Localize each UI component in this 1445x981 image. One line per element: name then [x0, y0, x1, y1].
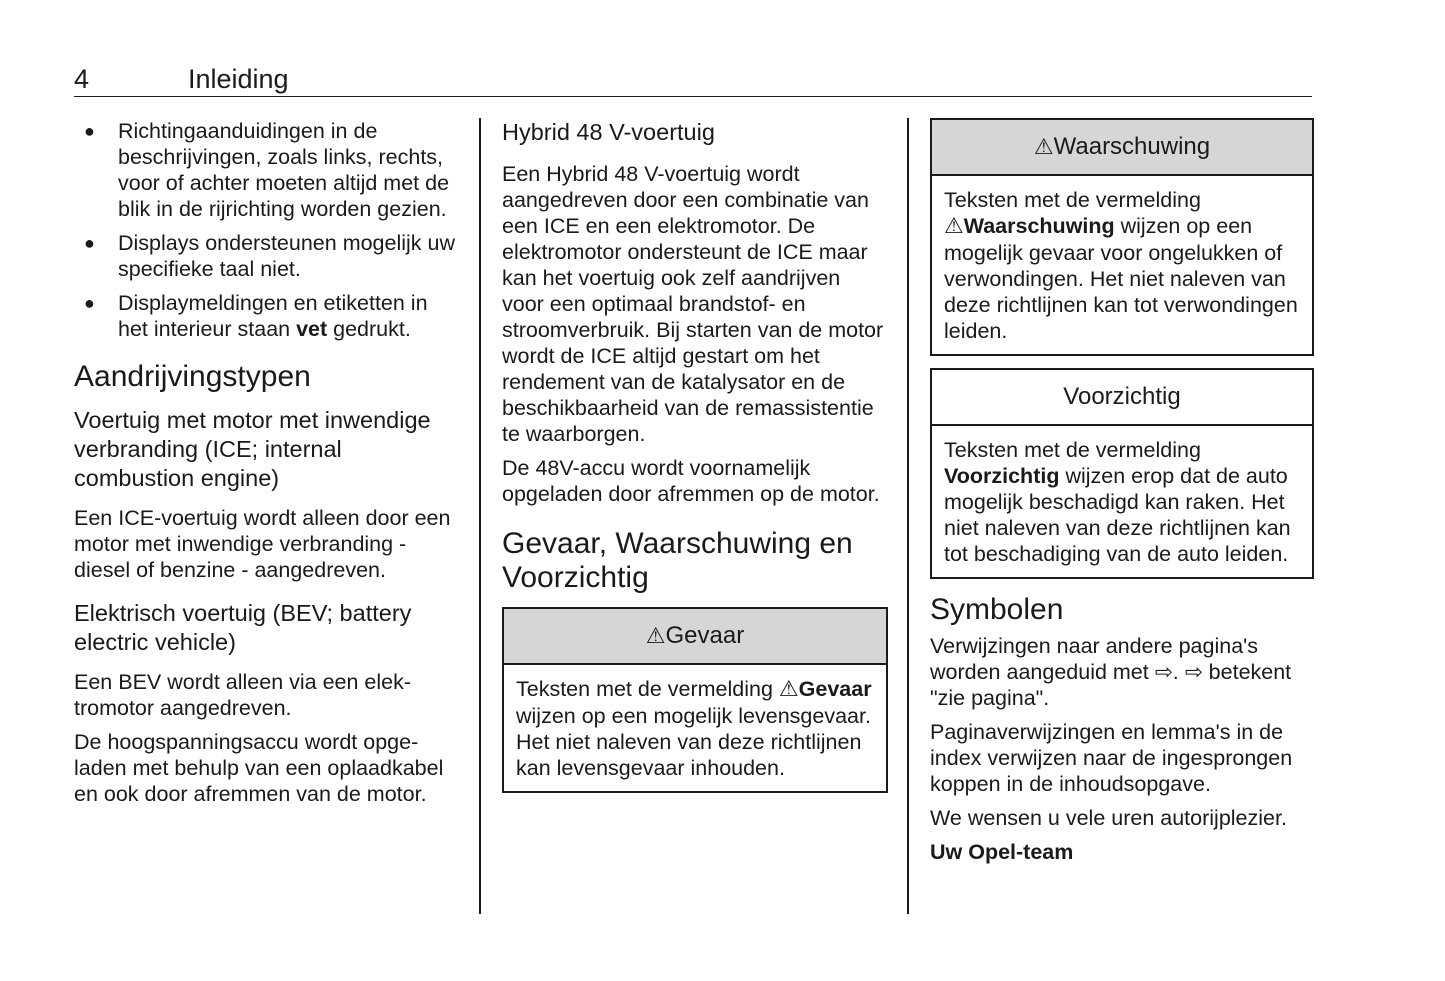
- warning-triangle-icon: ⚠: [944, 214, 964, 239]
- list-item: ● Richtingaanduidingen in de beschrijvingen, zoals links, rechts, voor of achter moeten altijd met de blik in de rijrichting worden gezien.: [84, 119, 450, 221]
- column-left: [74, 118, 460, 815]
- paragraph-wishes: We wensen u vele uren autorijplezier.: [930, 806, 1287, 830]
- warning-triangle-icon: ⚠: [645, 624, 666, 649]
- caution-box-body: Teksten met de vermelding Voorzichtig wijzen erop dat de auto mogelijk beschadigd kan raken. Het niet naleven van deze richtlijnen kan tot beschadiging van de auto leiden.: [944, 438, 1291, 566]
- paragraph-hybrid: Een Hybrid 48 V-voertuig wordt aangedreven door een combinatie van een ICE en een elektromotor. De elektromotor ondersteunt de ICE maar kan het voertuig ook zelf aandrijven voor een optimaal brandstof- en stroomverbruik. Bij starten van de motor wordt de ICE altijd gestart om het rendement van de katalysator en de beschikbaarheid van de remassistentie te waarborgen.: [502, 162, 884, 446]
- warning-box: [930, 118, 1314, 356]
- section-heading-gevaar: Gevaar, Waarschuwing en Voorzichtig: [502, 527, 853, 594]
- paragraph-symbol-reference: Verwijzingen naar andere pagina's worden aangeduid met ⇨. ⇨ betekent "zie pagina".: [930, 634, 1292, 710]
- paragraph-ice: Een ICE-voertuig wordt alleen door een motor met inwendige verbranding - diesel of benzine - aangedreven.: [74, 506, 451, 582]
- page-number: 4: [74, 64, 90, 94]
- bullet-icon: ●: [84, 233, 95, 253]
- list-item: ● Displays ondersteunen mogelijk uw specifieke taal niet.: [84, 231, 456, 281]
- sign-off: Uw Opel-team: [930, 840, 1074, 864]
- section-heading-aandrijvingstypen: Aandrijvingstypen: [74, 360, 311, 393]
- page-reference-arrow-icon: ⇨: [1184, 660, 1203, 684]
- column-right: [930, 118, 1314, 873]
- warning-box-body: Teksten met de vermelding ⚠Waarschuwing wijzen op een mogelijk gevaar voor ongelukken of verwondingen. Het niet naleven van deze richtlijnen kan tot verwondingen leiden.: [944, 188, 1298, 343]
- subheading-bev: Elektrisch voertuig (BEV; battery electric vehicle): [74, 600, 412, 655]
- danger-box-body: Teksten met de vermelding ⚠Gevaar wijzen op een mogelijk levensgevaar. Het niet naleven van deze richtlijnen kan levensgevaar inhouden.: [516, 677, 872, 780]
- paragraph-index: Paginaverwijzingen en lemma's in de index verwijzen naar de ingesprongen koppen in de inhoudsopgave.: [930, 720, 1293, 796]
- paragraph-bev-accu: De hoogspanningsaccu wordt opgeladen met behulp van een oplaadkabel en ook door afremmen van de motor.: [74, 730, 444, 806]
- caution-box-header: Voorzichtig: [932, 370, 1312, 426]
- page-reference-arrow-icon: ⇨: [1154, 660, 1173, 684]
- warning-box-header: ⚠Waarschuwing: [932, 120, 1312, 176]
- column-divider: [907, 118, 909, 914]
- bullet-icon: ●: [84, 293, 95, 313]
- caution-box: [930, 368, 1314, 579]
- danger-box: [502, 607, 888, 793]
- warning-triangle-icon: ⚠: [1033, 135, 1054, 160]
- chapter-title: Inleiding: [188, 64, 289, 94]
- page-header: [74, 62, 1312, 97]
- danger-box-header: ⚠Gevaar: [504, 609, 886, 665]
- column-middle: [502, 118, 888, 805]
- warning-triangle-icon: ⚠: [778, 677, 799, 702]
- paragraph-48v-accu: De 48V-accu wordt voornamelijk opgeladen door afremmen op de motor.: [502, 456, 880, 506]
- subheading-hybrid: Hybrid 48 V-voertuig: [502, 119, 715, 145]
- subheading-ice: Voertuig met motor met inwendige verbranding (ICE; internal combustion engine): [74, 407, 431, 491]
- bullet-list: [74, 118, 460, 342]
- section-heading-symbolen: Symbolen: [930, 593, 1064, 626]
- list-item: ● Displaymeldingen en etiketten in het interieur staan vet gedrukt.: [84, 291, 428, 341]
- paragraph-bev: Een BEV wordt alleen via een elektromotor aangedreven.: [74, 670, 412, 720]
- column-divider: [479, 118, 481, 914]
- bullet-icon: ●: [84, 121, 95, 141]
